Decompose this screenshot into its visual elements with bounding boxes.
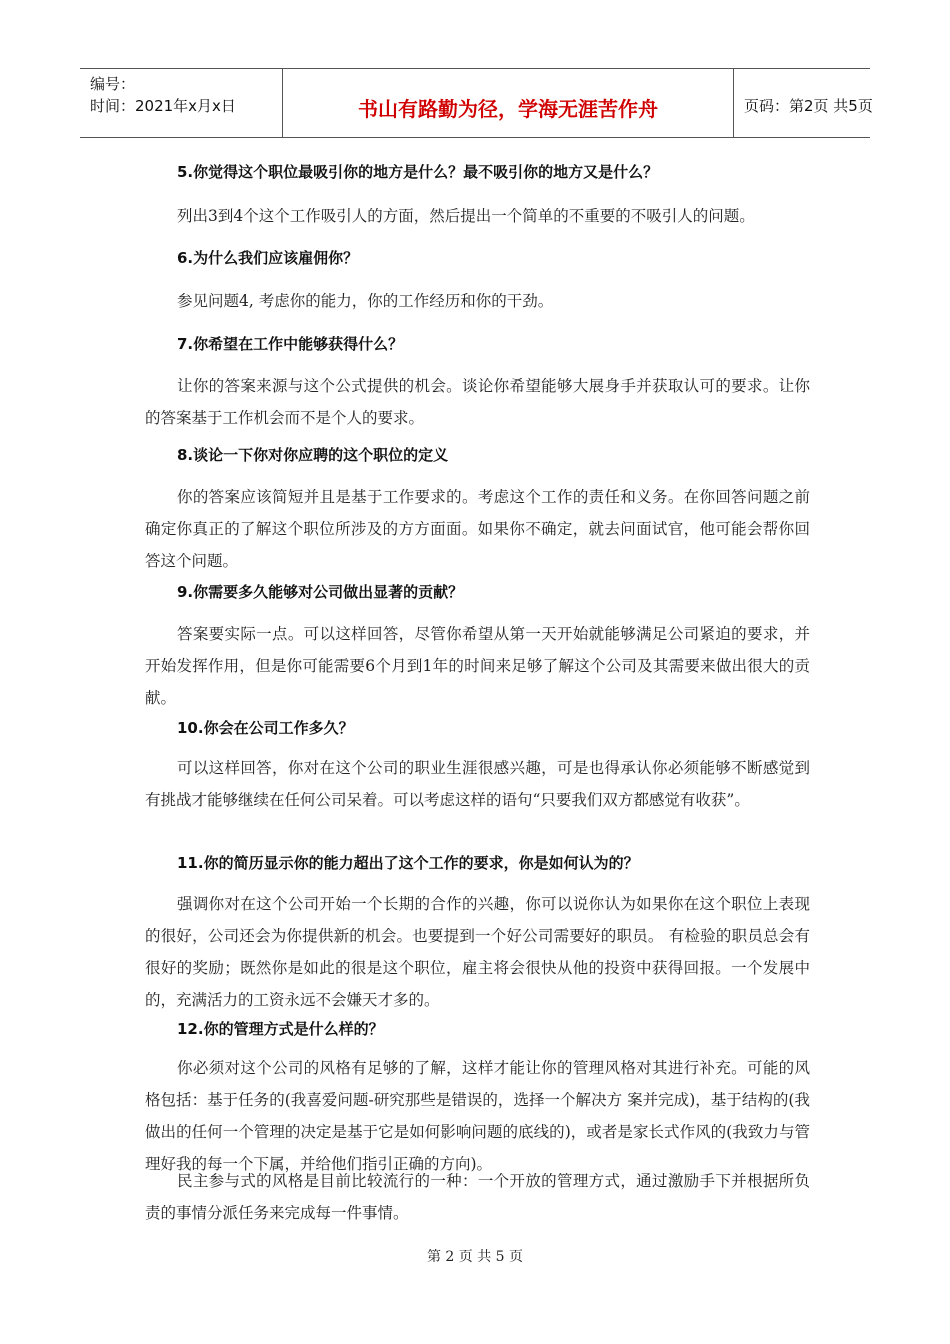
question-7: 7.你希望在工作中能够获得什么？ [177, 335, 404, 353]
answer-6: 参见问题4, 考虑你的能力，你的工作经历和你的干劲。 [177, 292, 554, 310]
motto-text: 书山有路勤为径，学海无涯苦作舟 [358, 97, 658, 121]
question-8: 8.谈论一下你对你应聘的这个职位的定义 [177, 446, 449, 464]
question-6: 6.为什么我们应该雇佣你？ [177, 249, 359, 267]
header-meta [80, 69, 283, 137]
page-label: 页码：第2页 共5页 [744, 97, 873, 115]
question-5: 5.你觉得这个职位最吸引你的地方是什么？最不吸引你的地方又是什么？ [177, 163, 659, 181]
question-9: 9.你需要多久能够对公司做出显著的贡献？ [177, 583, 464, 601]
answer-9: 答案要实际一点。可以这样回答，尽管你希望从第一天开始就能够满足公司紧迫的要求，并开始发挥作用，但是你可能需要6个月到1年的时间来足够了解这个公司及其需要来做出很大的贡献。 [145, 625, 810, 707]
number-label: 编号： [90, 75, 136, 93]
answer-5: 列出3到4个这个工作吸引人的方面，然后提出一个简单的不重要的不吸引人的问题。 [177, 207, 755, 225]
answer-12-para-2: 民主参与式的风格是目前比较流行的一种：一个开放的管理方式，通过激励手下并根据所负责的事情分派任务来完成每一件事情。 [145, 1172, 810, 1222]
page-footer: 第 2 页 共 5 页 [426, 1249, 524, 1265]
question-10: 10.你会在公司工作多久？ [177, 719, 354, 737]
answer-8: 你的答案应该简短并且是基于工作要求的。考虑这个工作的责任和义务。在你回答问题之前确定你真正的了解这个职位所涉及的方方面面。如果你不确定，就去问面试官，他可能会帮你回答这个问题。 [145, 488, 810, 570]
page-header [80, 68, 873, 138]
header-page [734, 69, 873, 137]
date-label: 时间：2021年x月x日 [90, 97, 236, 115]
answer-12-para-1: 你必须对这个公司的风格有足够的了解，这样才能让你的管理风格对其进行补充。可能的风格包括：基于任务的(我喜爱问题-研究那些是错误的，选择一个解决方 案并完成)，基于结构的(我做出的任何一个管理的决定是基于它是如何影响问题的底线的)，或者是家长式作风的(我致力与管理好我的每一个下属，并给他们指引正确的方向)。 [145, 1059, 810, 1173]
answer-7: 让你的答案来源与这个公式提供的机会。谈论你希望能够大展身手并获取认可的要求。让你的答案基于工作机会而不是个人的要求。 [145, 377, 810, 427]
answer-10: 可以这样回答，你对在这个公司的职业生涯很感兴趣，可是也得承认你必须能够不断感觉到有挑战才能够继续在任何公司呆着。可以考虑这样的语句“只要我们双方都感觉有收获”。 [145, 759, 810, 809]
header-motto [283, 69, 734, 137]
question-12: 12.你的管理方式是什么样的？ [177, 1020, 384, 1038]
question-11: 11.你的简历显示你的能力超出了这个工作的要求，你是如何认为的？ [177, 854, 639, 872]
answer-11: 强调你对在这个公司开始一个长期的合作的兴趣，你可以说你认为如果你在这个职位上表现的很好，公司还会为你提供新的机会。也要提到一个好公司需要好的职员。 有检验的职员总会有很好的奖励；既然你是如此的很是这个职位，雇主将会很快从他的投资中获得回报。一个发展中的，充满活力的工资永远不会嫌天才多的。 [145, 895, 810, 1009]
